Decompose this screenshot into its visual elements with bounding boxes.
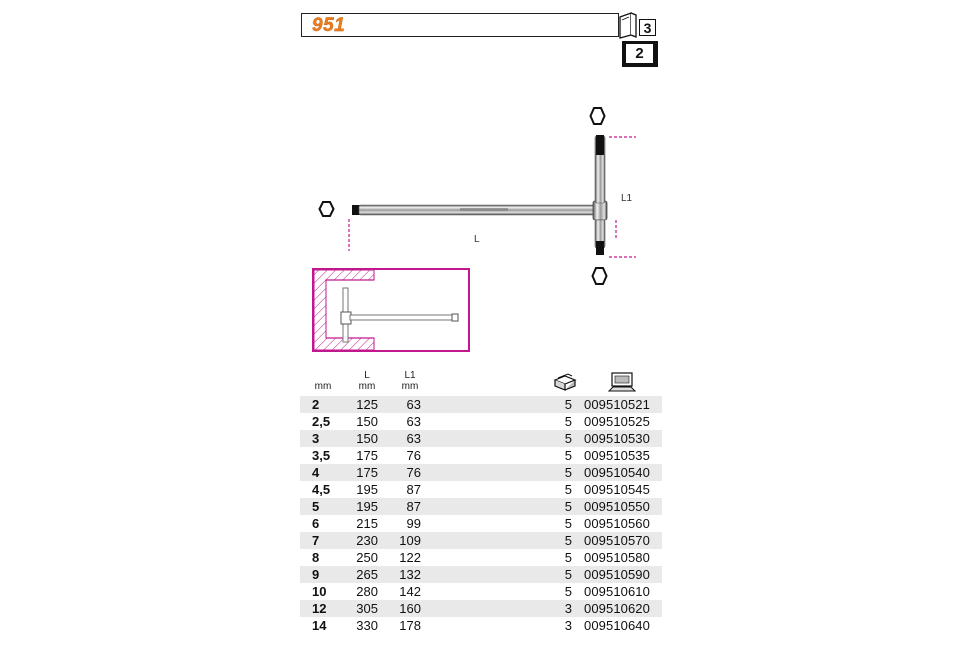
- cell-size-mm: 4,5: [312, 482, 331, 497]
- cell-length-L1: 63: [406, 397, 421, 412]
- table-row: [300, 464, 662, 481]
- column-header-L-unit: mm: [358, 381, 376, 392]
- table-row: [300, 498, 662, 515]
- cell-article-code: 009510580: [584, 550, 650, 565]
- table-row: [300, 549, 662, 566]
- cell-length-L1: 87: [406, 482, 421, 497]
- column-header-L1-name: L1: [404, 370, 416, 381]
- table-row: [300, 583, 662, 600]
- cell-length-L: 175: [356, 448, 378, 463]
- cell-length-L1: 109: [399, 533, 421, 548]
- product-title-box: [301, 13, 619, 37]
- column-header-L-name: L: [364, 370, 370, 381]
- cell-length-L1: 122: [399, 550, 421, 565]
- cell-length-L1: 76: [406, 448, 421, 463]
- table-row: [300, 600, 662, 617]
- cell-article-code: 009510535: [584, 448, 650, 463]
- cell-size-mm: 14: [312, 618, 327, 633]
- cell-article-code: 009510525: [584, 414, 650, 429]
- hex-profile-icon-bottom: [593, 268, 607, 284]
- cell-pack-qty: 3: [564, 601, 572, 616]
- cell-article-code: 009510530: [584, 431, 650, 446]
- hex-profile-icon-left: [320, 202, 334, 216]
- cell-length-L: 150: [356, 431, 378, 446]
- cell-pack-qty: 5: [564, 499, 572, 514]
- cell-size-mm: 7: [312, 533, 320, 548]
- cell-length-L: 250: [356, 550, 378, 565]
- cell-article-code: 009510540: [584, 465, 650, 480]
- cell-length-L: 280: [356, 584, 378, 599]
- cell-pack-qty: 5: [564, 584, 572, 599]
- dimension-label-L1: L1: [621, 193, 633, 204]
- hex-profile-icon-top: [591, 108, 605, 124]
- cell-pack-qty: 5: [564, 397, 572, 412]
- cell-pack-qty: 3: [564, 618, 572, 633]
- cell-size-mm: 2: [312, 397, 320, 412]
- cell-length-L: 330: [356, 618, 378, 633]
- table-row: [300, 617, 662, 634]
- column-header-L: [352, 370, 382, 392]
- cell-size-mm: 4: [312, 465, 320, 480]
- cell-length-L1: 142: [399, 584, 421, 599]
- column-header-L1: [395, 370, 425, 392]
- cell-length-L1: 160: [399, 601, 421, 616]
- cell-pack-qty: 5: [564, 431, 572, 446]
- cell-length-L: 175: [356, 465, 378, 480]
- cell-article-code: 009510545: [584, 482, 650, 497]
- table-header: [300, 366, 662, 396]
- catalog-page-badge-frame: [622, 41, 658, 67]
- cell-pack-qty: 5: [564, 482, 572, 497]
- cell-size-mm: 8: [312, 550, 320, 565]
- table-row: [300, 413, 662, 430]
- cell-length-L: 150: [356, 414, 378, 429]
- cell-length-L: 305: [356, 601, 378, 616]
- table-row: [300, 566, 662, 583]
- cell-size-mm: 2,5: [312, 414, 331, 429]
- cell-pack-qty: 5: [564, 567, 572, 582]
- cell-article-code: 009510521: [584, 397, 650, 412]
- cell-size-mm: 6: [312, 516, 320, 531]
- cell-article-code: 009510570: [584, 533, 650, 548]
- catalog-section-badge: 3: [639, 19, 656, 36]
- cell-length-L: 195: [356, 499, 378, 514]
- size-table-body: [300, 396, 662, 634]
- table-row: [300, 515, 662, 532]
- table-row: [300, 447, 662, 464]
- table-row: [300, 430, 662, 447]
- cell-size-mm: 3,5: [312, 448, 331, 463]
- cell-length-L: 125: [356, 397, 378, 412]
- table-row: [300, 396, 662, 413]
- usage-inset-diagram: [312, 268, 470, 352]
- cell-length-L: 230: [356, 533, 378, 548]
- cell-article-code: 009510550: [584, 499, 650, 514]
- cell-length-L: 195: [356, 482, 378, 497]
- cell-pack-qty: 5: [564, 533, 572, 548]
- cell-pack-qty: 5: [564, 465, 572, 480]
- cell-length-L1: 63: [406, 431, 421, 446]
- cell-length-L: 215: [356, 516, 378, 531]
- cell-pack-qty: 5: [564, 448, 572, 463]
- cell-size-mm: 5: [312, 499, 320, 514]
- column-header-mm: mm: [314, 381, 332, 392]
- cell-article-code: 009510590: [584, 567, 650, 582]
- cell-length-L1: 63: [406, 414, 421, 429]
- cell-length-L1: 76: [406, 465, 421, 480]
- t-handle-key-drawing: [300, 95, 670, 295]
- product-code-title: 951: [312, 15, 346, 36]
- cell-length-L1: 178: [399, 618, 421, 633]
- cell-pack-qty: 5: [564, 516, 572, 531]
- cell-pack-qty: 5: [564, 550, 572, 565]
- catalog-book-icon: [618, 11, 638, 39]
- cell-pack-qty: 5: [564, 414, 572, 429]
- dimension-label-L: L: [474, 234, 480, 245]
- cell-length-L1: 132: [399, 567, 421, 582]
- cell-article-code: 009510620: [584, 601, 650, 616]
- cell-size-mm: 10: [312, 584, 327, 599]
- cell-article-code: 009510610: [584, 584, 650, 599]
- table-row: [300, 481, 662, 498]
- cell-length-L1: 99: [406, 516, 421, 531]
- cell-article-code: 009510560: [584, 516, 650, 531]
- cell-size-mm: 9: [312, 567, 320, 582]
- cell-size-mm: 12: [312, 601, 327, 616]
- package-icon: [552, 373, 578, 391]
- column-header-L1-unit: mm: [401, 381, 419, 392]
- table-row: [300, 532, 662, 549]
- computer-icon: [608, 372, 636, 392]
- cell-size-mm: 3: [312, 431, 320, 446]
- catalog-page-badge: 2: [626, 44, 653, 63]
- cell-length-L: 265: [356, 567, 378, 582]
- cell-article-code: 009510640: [584, 618, 650, 633]
- cell-length-L1: 87: [406, 499, 421, 514]
